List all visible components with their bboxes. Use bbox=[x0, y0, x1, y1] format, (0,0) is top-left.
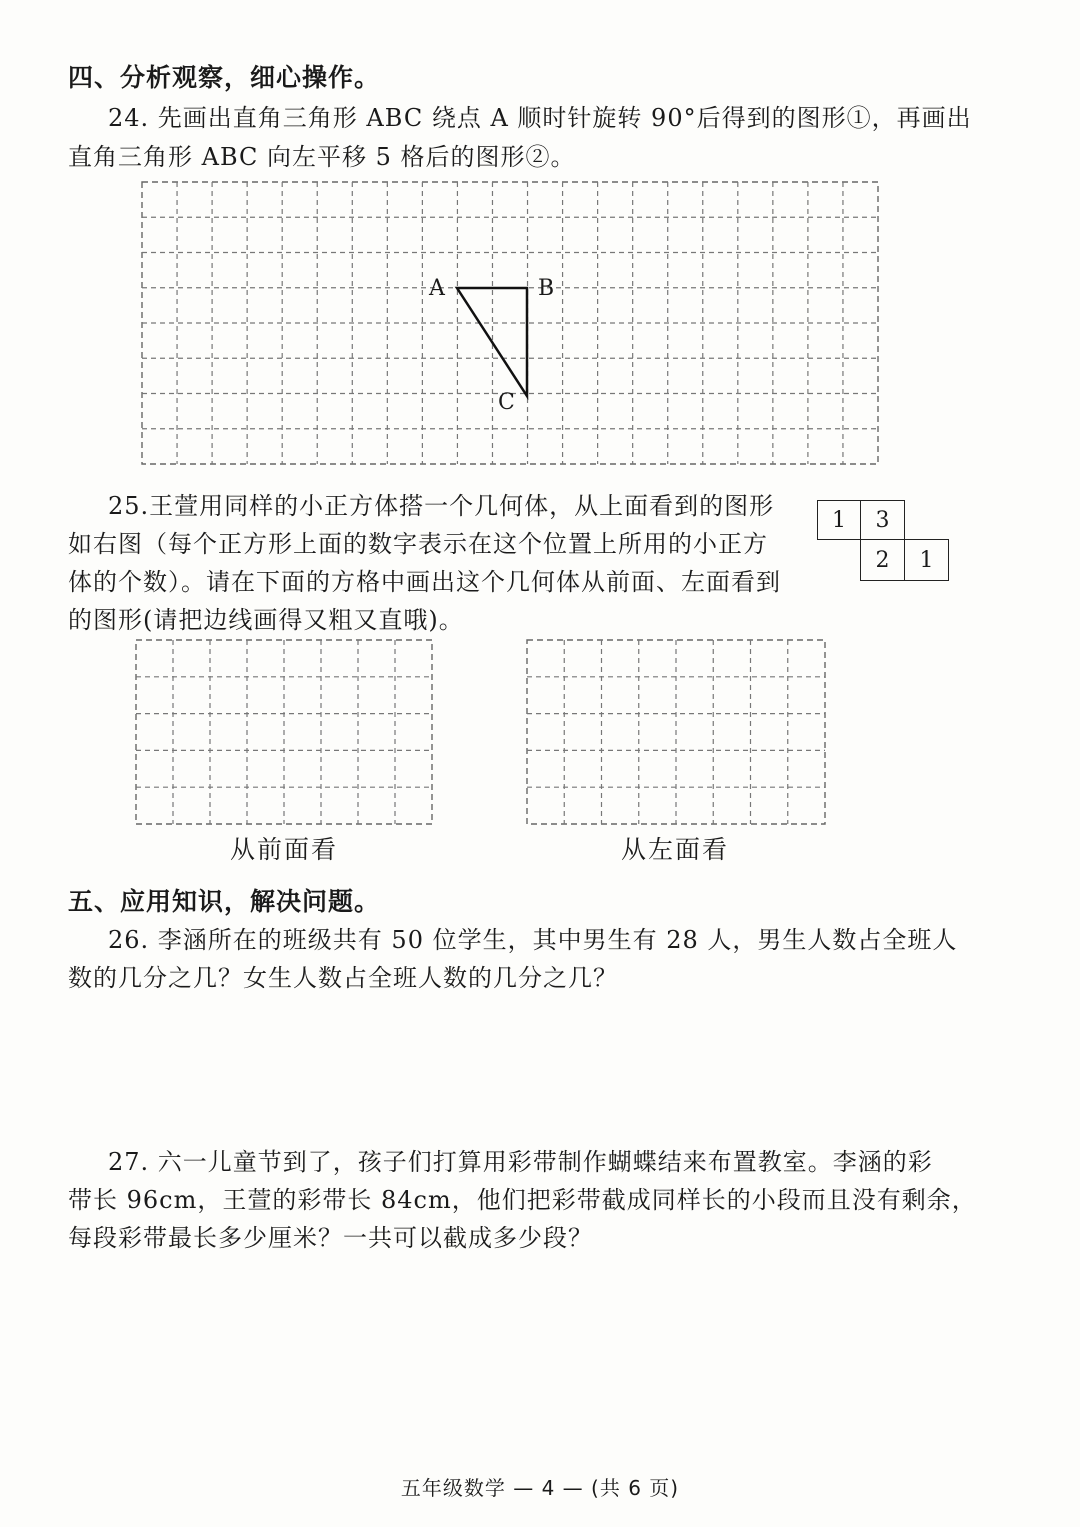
q26-answer-area[interactable] bbox=[68, 995, 968, 1125]
q24-line2: 直角三角形 ABC 向左平移 5 格后的图形②。 bbox=[68, 143, 576, 171]
left-view-grid[interactable] bbox=[527, 640, 825, 824]
top-view-cell: 2 bbox=[860, 539, 905, 581]
q25-line4: 的图形(请把边线画得又粗又直哦)。 bbox=[68, 606, 464, 634]
q27-line1: 27. 六一儿童节到了，孩子们打算用彩带制作蝴蝶结来布置教室。李涵的彩 bbox=[108, 1148, 933, 1176]
q26-line2: 数的几分之几？女生人数占全班人数的几分之几？ bbox=[68, 964, 618, 992]
top-view-cell: 3 bbox=[860, 500, 905, 540]
top-view-cell: 1 bbox=[817, 500, 861, 540]
triangle-abc bbox=[457, 288, 527, 396]
q26-line1: 26. 李涵所在的班级共有 50 位学生，其中男生有 28 人，男生人数占全班人 bbox=[108, 926, 958, 954]
q25-line3: 体的个数）。请在下面的方格中画出这个几何体从前面、左面看到 bbox=[68, 568, 781, 596]
section5-heading: 五、应用知识，解决问题。 bbox=[68, 887, 381, 916]
caption-front-view: 从前面看 bbox=[230, 835, 339, 864]
front-view-grid[interactable] bbox=[136, 640, 432, 824]
page-footer: 五年级数学 — 4 — (共 6 页) bbox=[400, 1476, 680, 1500]
q27-line3: 每段彩带最长多少厘米？一共可以截成多少段？ bbox=[68, 1224, 593, 1252]
caption-left-view: 从左面看 bbox=[621, 835, 730, 864]
top-view-cell: 1 bbox=[904, 539, 949, 581]
label-b: B bbox=[538, 276, 556, 301]
label-a: A bbox=[429, 276, 446, 301]
q25-line2: 如右图（每个正方形上面的数字表示在这个位置上所用的小正方 bbox=[68, 530, 768, 558]
q27-answer-area[interactable] bbox=[68, 1256, 968, 1456]
q27-line2: 带长 96cm，王萱的彩带长 84cm，他们把彩带截成同样长的小段而且没有剩余， bbox=[68, 1186, 977, 1214]
label-c: C bbox=[498, 390, 516, 415]
q25-line1: 25.王萱用同样的小正方体搭一个几何体，从上面看到的图形 bbox=[108, 492, 775, 520]
section4-heading: 四、分析观察，细心操作。 bbox=[68, 63, 381, 92]
q24-grid[interactable] bbox=[142, 182, 878, 464]
q24-line1: 24. 先画出直角三角形 ABC 绕点 A 顺时针旋转 90°后得到的图形①，再画出 bbox=[108, 104, 972, 132]
top-view-figure bbox=[817, 500, 952, 584]
